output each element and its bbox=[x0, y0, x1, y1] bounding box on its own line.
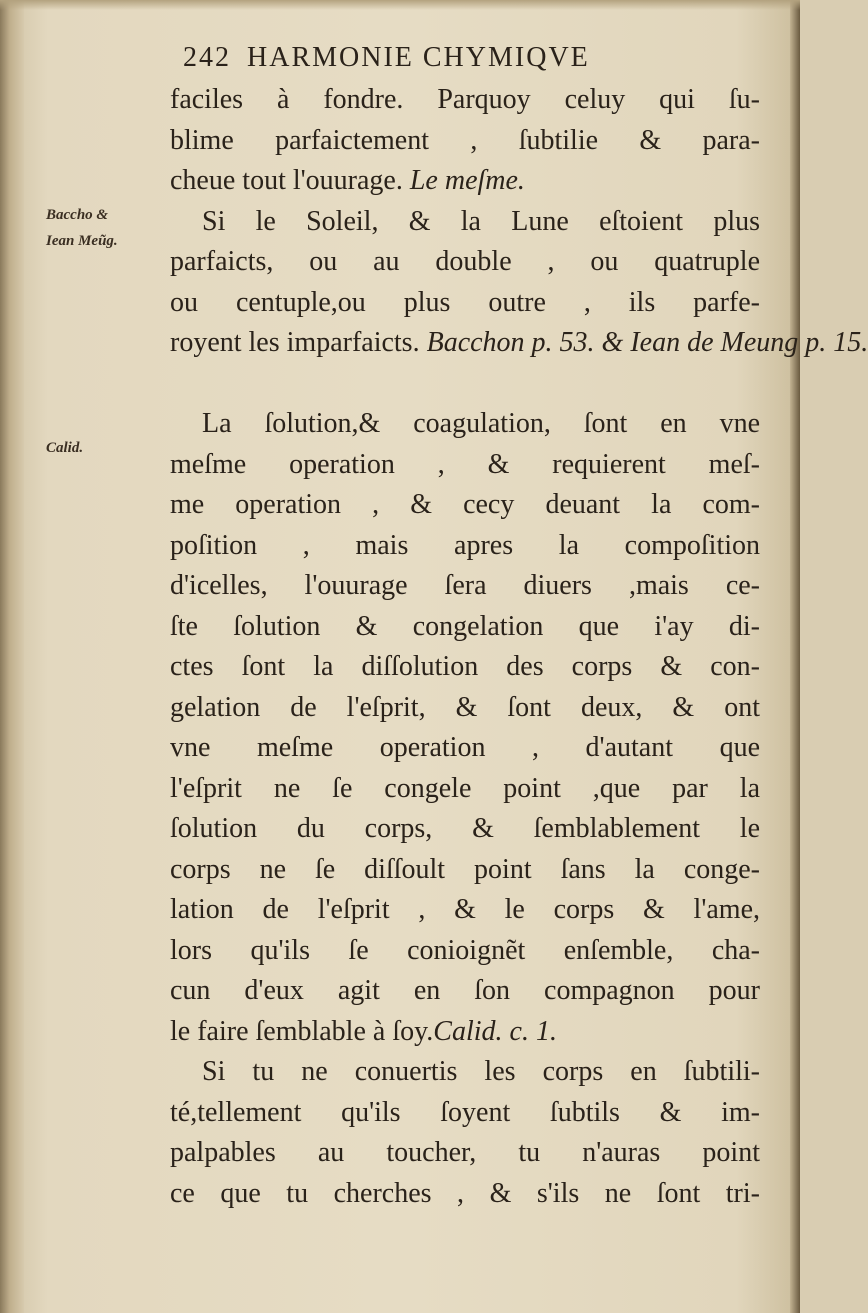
running-title: HARMONIE CHYMIQVE bbox=[247, 42, 590, 73]
text-line: blime parfaictement , ſubtilie & para- bbox=[170, 124, 760, 156]
page-top-edge bbox=[0, 0, 800, 10]
text-line: ſte ſolution & congelation que i'ay di- bbox=[170, 610, 760, 642]
text-line bbox=[170, 1012, 760, 1053]
text-line: parfaicts, ou au double , ou quatruple bbox=[170, 246, 760, 277]
text-line: corps ne ſe diſſoult point ſans la conge- bbox=[170, 853, 760, 885]
margin-note-calid: Calid. bbox=[46, 440, 84, 456]
body-text bbox=[170, 80, 868, 1214]
text-line: ce que tu cherches , & s'ils ne ſont tri- bbox=[170, 1177, 760, 1209]
text-line: poſition , mais apres la compoſition bbox=[170, 529, 760, 561]
text-line: d'icelles, l'ouurage ſera diuers ,mais ce- bbox=[170, 570, 760, 601]
text-line: gelation de l'eſprit, & ſont deux, & ont bbox=[170, 691, 760, 723]
running-header bbox=[183, 42, 743, 82]
text-line: té,tellement qu'ils ſoyent ſubtils & im- bbox=[170, 1096, 760, 1128]
text-line bbox=[170, 323, 868, 364]
text-line bbox=[170, 364, 760, 405]
text-line: ou centuple,ou plus outre , ils parfe- bbox=[170, 286, 760, 318]
margin-note-baccho: Baccho & bbox=[46, 207, 109, 223]
text-fragment: le faire ſemblable à ſoy. bbox=[170, 1015, 434, 1047]
citation: Bacchon p. 53. & Iean de Meung p. 15. bbox=[426, 327, 868, 358]
text-fragment: cheue tout l'ouurage. bbox=[170, 165, 403, 196]
text-line bbox=[170, 161, 760, 202]
text-line: ſolution du corps, & ſemblablement le bbox=[170, 813, 760, 844]
text-line: Si le Soleil, & la Lune eſtoient plus bbox=[202, 205, 760, 237]
page-edge-shadow bbox=[790, 0, 800, 1313]
text-line: palpables au toucher, tu n'auras point bbox=[170, 1137, 760, 1168]
text-line: La ſolution,& coagulation, ſont en vne bbox=[202, 408, 760, 439]
text-line: l'eſprit ne ſe congele point ,que par la bbox=[170, 772, 760, 804]
text-line: Si tu ne conuertis les corps en ſubtili- bbox=[202, 1056, 760, 1087]
page-number: 242 bbox=[183, 42, 231, 73]
text-line: lors qu'ils ſe conioignẽt enſemble, cha- bbox=[170, 934, 760, 966]
text-line: ctes ſont la diſſolution des corps & con- bbox=[170, 651, 760, 682]
margin-note-iean-meung: Iean Meũg. bbox=[46, 233, 118, 249]
text-line: vne meſme operation , d'autant que bbox=[170, 732, 760, 763]
citation: Le meſme. bbox=[409, 165, 525, 196]
text-line: cun d'eux agit en ſon compagnon pour bbox=[170, 975, 760, 1006]
text-fragment: royent les imparfaicts. bbox=[170, 327, 420, 358]
text-line: faciles à fondre. Parquoy celuy qui ſu- bbox=[170, 84, 760, 115]
text-line: meſme operation , & requierent meſ- bbox=[170, 448, 760, 480]
page-binding-shadow bbox=[0, 0, 24, 1313]
citation: Calid. c. 1. bbox=[433, 1015, 557, 1047]
text-line: lation de l'eſprit , & le corps & l'ame, bbox=[170, 894, 760, 925]
text-line: me operation , & cecy deuant la com- bbox=[170, 489, 760, 520]
